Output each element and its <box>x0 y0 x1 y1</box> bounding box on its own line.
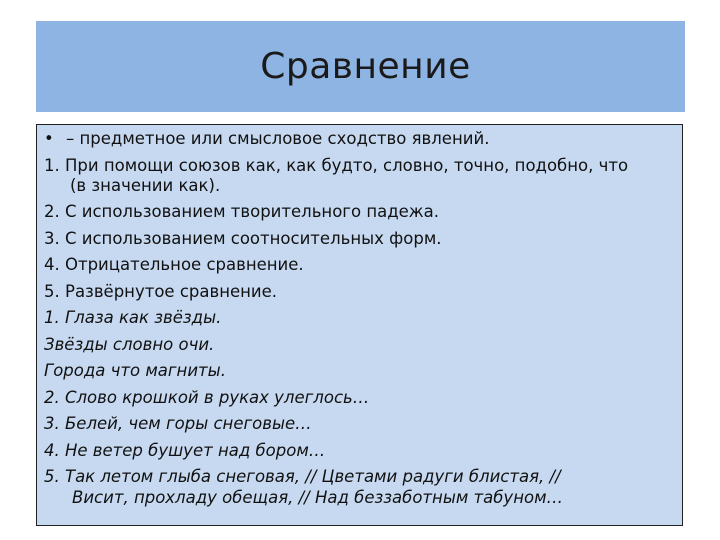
type-item-1: 1. При помощи союзов как, как будто, словно, точно, подобно, что <box>44 155 629 175</box>
example-1c: Города что магниты. <box>44 361 226 380</box>
definition-line <box>44 126 676 153</box>
example-5: 5. Так летом глыба снеговая, // Цветами радуги блистая, // <box>44 467 561 486</box>
bullet-icon: • <box>44 129 54 148</box>
slide-title: Сравнение <box>260 46 471 87</box>
example-2: 2. Слово крошкой в руках улеглось… <box>44 387 370 407</box>
type-item-1-continuation: (в значении как). <box>70 176 221 195</box>
example-3: 3. Белей, чем горы снеговые… <box>44 414 312 433</box>
example-1a: 1. Глаза как звёзды. <box>44 308 222 327</box>
type-item-2: 2. С использованием творительного падежа. <box>44 202 439 221</box>
example-1b: Звёзды словно очи. <box>44 334 215 354</box>
type-item-5: 5. Развёрнутое сравнение. <box>44 281 278 301</box>
definition-text: – предметное или смысловое сходство явлений. <box>66 129 490 148</box>
slide-title-bar <box>36 21 685 112</box>
content-box <box>36 124 683 526</box>
example-4: 4. Не ветер бушует над бором… <box>44 440 326 460</box>
type-item-3: 3. С использованием соотносительных форм. <box>44 228 442 248</box>
example-5-continuation: Висит, прохладу обещая, // Над беззаботным табуном… <box>72 487 564 507</box>
type-item-4: 4. Отрицательное сравнение. <box>44 255 304 274</box>
